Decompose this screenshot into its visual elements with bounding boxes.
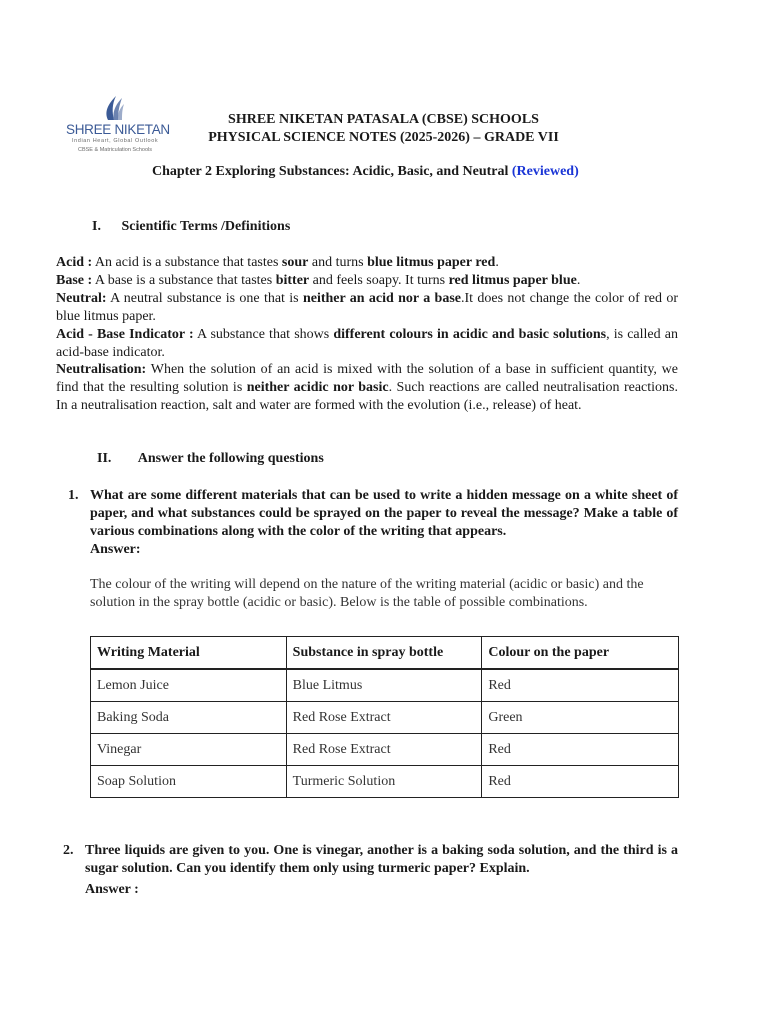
logo-tagline: Indian Heart, Global Outlook [72,138,159,144]
text: A substance that shows [193,327,334,342]
section-number: II. [97,451,112,466]
table-cell: Red [482,734,679,766]
term: Neutral: [56,291,107,306]
section-number: I. [92,219,101,234]
text: . [495,255,499,270]
table-cell: Lemon Juice [91,669,287,702]
bold-text: neither acidic nor basic [246,380,389,395]
table-row [91,734,679,766]
term: Acid - Base Indicator : [56,327,194,342]
table-row [91,766,679,798]
answer-1-text: The colour of the writing will depend on the nature of the writing material (acidic or basic) and the solution in the spray bottle (acidic or basic). Below is the table of possible combinations. [90,577,644,610]
table-cell: Red Rose Extract [286,702,482,734]
table-cell: Soap Solution [91,766,287,798]
combinations-table [90,636,679,798]
section-title: Scientific Terms /Definitions [121,219,291,234]
definition-indicator [56,326,678,362]
reviewed-badge: (Reviewed) [511,164,579,179]
definition-neutral [56,290,678,326]
answer-label: Answer: [90,542,141,557]
school-logo [60,94,172,158]
question-2 [63,842,678,899]
text: A base is a substance that tastes [92,273,276,288]
question-1 [68,487,678,559]
question-number: 2. [63,843,74,858]
bold-text: neither an acid nor a base [302,291,461,306]
bold-text: blue litmus paper red [367,255,496,270]
bold-text: different colours in acidic and basic solutions [333,327,607,342]
table-header-row [91,637,679,670]
section-heading-2 [97,451,324,467]
term: Base : [56,273,93,288]
section-title: Answer the following questions [137,451,324,466]
bold-text: bitter [275,273,310,288]
school-title: SHREE NIKETAN PATASALA (CBSE) SCHOOLS [228,112,539,127]
text: and turns [308,255,368,270]
text: , is called an acid-base indicator. [56,327,678,360]
bold-text: sour [281,255,309,270]
text: .It does not change the color of red or blue litmus paper. [56,291,678,324]
table-cell: Red Rose Extract [286,734,482,766]
text: An acid is a substance that tastes [92,255,282,270]
table-row [91,702,679,734]
table-cell: Red [482,766,679,798]
logo-subtitle: CBSE & Matriculation Schools [78,147,152,153]
chapter-text: Chapter 2 Exploring Substances: Acidic, Basic, and Neutral [152,164,509,179]
table-cell: Vinegar [91,734,287,766]
header-spray-substance: Substance in spray bottle [286,637,482,670]
section-heading-1 [92,219,290,235]
text: A neutral substance is one that is [106,291,303,306]
text: . Such reactions are called neutralisation reactions. In a neutralisation reaction, salt and water are formed with the evolution (i.e., release) of heat. [56,380,678,413]
table-cell: Turmeric Solution [286,766,482,798]
text: and feels soapy. It turns [309,273,449,288]
definition-neutralisation [56,361,678,415]
table-cell: Blue Litmus [286,669,482,702]
header-writing-material: Writing Material [91,637,287,670]
header-colour: Colour on the paper [482,637,679,670]
definition-acid [56,254,678,272]
logo-name: SHREE NIKETAN [66,122,170,137]
table-cell: Green [482,702,679,734]
definition-base [56,272,678,290]
term: Neutralisation: [56,362,147,377]
question-text: Three liquids are given to you. One is vinegar, another is a baking soda solution, and the third is a sugar solution. Can you identify them only using turmeric paper? Explain. [85,843,678,876]
question-text: What are some different materials that can be used to write a hidden message on a white sheet of paper, and what substances could be sprayed on the paper to reveal the message? Make a table of various combinations along with the color of the writing that appears. [90,488,678,539]
chapter-title [152,164,622,180]
bold-text: red litmus paper blue [448,273,577,288]
term: Acid : [56,255,93,270]
text: When the solution of an acid is mixed with the solution of a base in sufficient quantity, we find that the resulting solution is [56,362,678,395]
question-number: 1. [68,488,79,503]
flame-icon [102,94,126,122]
table-cell: Red [482,669,679,702]
table-row [91,669,679,702]
table-cell: Baking Soda [91,702,287,734]
subject-title: PHYSICAL SCIENCE NOTES (2025-2026) – GRADE VII [208,130,559,145]
answer-label: Answer : [85,882,139,897]
text: . [576,273,581,288]
